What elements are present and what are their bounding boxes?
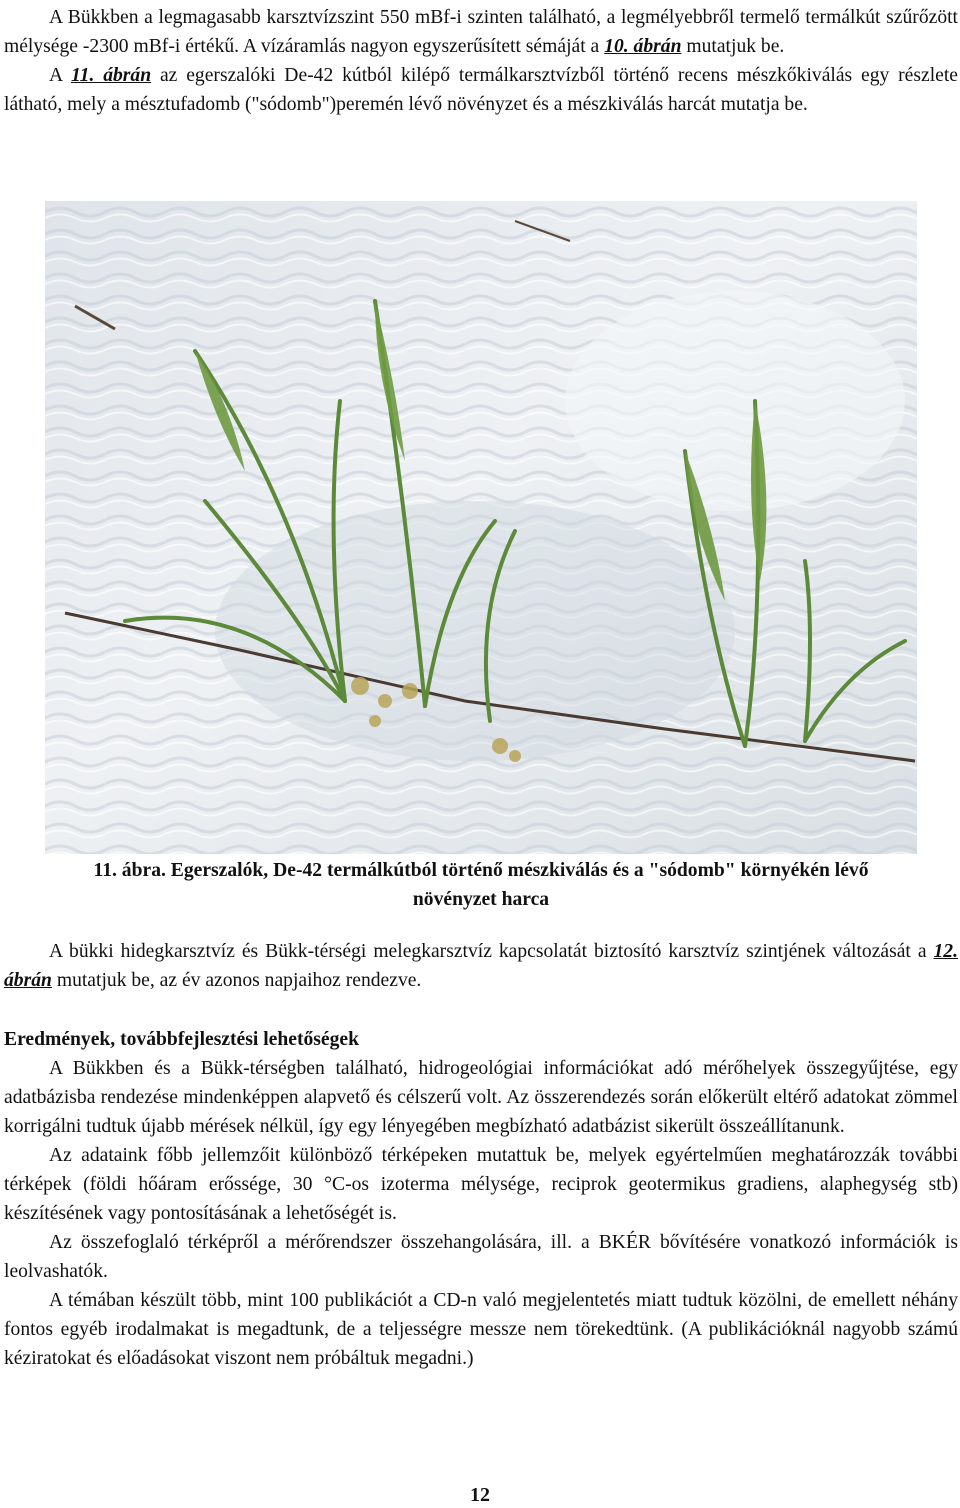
intro-lead-text: A Bükkben a legmagasabb karsztvízszint 550 mBf-i szinten található, a legmélyebbről termelő termálkút szűrőzött mélysége -2300 mBf-i értékű. A vízáramlás nagyon egyszerűsített sémáját a [4,7,958,57]
results-paragraph-4: A témában készült több, mint 100 publikációt a CD-n való megjelentetés miatt tudtuk közölni, de emellett néhány fontos egyéb irodalmakat is megadtunk, de a teljességre messze nem törekedtünk. (A publikációknál nagyobb számú kéziratokat és előadásokat viszont nem próbáltuk megadni.) [4,1290,958,1369]
figure-12-reference: 12. ábrán [4,941,958,991]
caption-line-1: 11. ábra. Egerszalók, De-42 termálkútból történő mészkiválás és a "sódomb" környékén lévő [93,860,869,881]
limestone-grass-photo [45,201,917,854]
figure-11-caption [4,856,958,914]
intro-p2-text: az egerszalóki De-42 kútból kilépő termálkarsztvízből történő recens mészkőkiválás egy részlete látható, mely a mésztufadomb ("sódomb")peremén lévő növényzet és a mészkiválás harcát mutatja be. [4,65,958,115]
figure-10-reference: 10. ábrán [604,36,682,57]
intro-p2-start: A [49,65,63,86]
results-paragraphs [4,1054,958,1373]
caption-line-2: növényzet harca [412,889,550,910]
results-paragraph-3: Az összefoglaló térképről a mérőrendszer összehangolására, ill. a BKÉR bővítésére vonatkozó információk is leolvashatók. [4,1232,958,1282]
karst-water-paragraph [4,937,958,995]
karst-text-start: A bükki hidegkarsztvíz és Bükk-térségi melegkarsztvíz kapcsolatát biztosító karsztvíz szintjének változását a [49,941,927,962]
section-heading: Eredmények, továbbfejlesztési lehetőségek [4,1029,359,1050]
karst-text-end: mutatjuk be, az év azonos napjaihoz rendezve. [56,970,422,991]
figure-11-photo [45,201,917,854]
results-paragraph-2: Az adataink főbb jellemzőit különböző térképeken mutattuk be, melyek egyértelműen meghatározzák további térképek (földi hőáram erőssége, 30 °C-os izoterma mélysége, reciprok geotermikus gradiens, alaphegység stb) készítésének vagy pontosításának a lehetőségét is. [4,1145,958,1224]
intro-paragraphs [4,3,958,119]
figure-11-reference: 11. ábrán [70,65,152,86]
intro-lead-end: mutatjuk be. [686,36,785,57]
results-paragraph-1: A Bükkben és a Bükk-térségben található, hidrogeológiai információkat adó mérőhelyek összegyűjtése, egy adatbázisba rendezése mindenképpen alapvető és célszerű volt. Az összerendezés során előkerült eltérő adatokat zömmel korrigálni tudtuk újabb mérések nélkül, így egy lényegében megbízható adatbázist sikerült összeállítanunk. [4,1058,958,1137]
page-number: 12 [470,1484,490,1506]
